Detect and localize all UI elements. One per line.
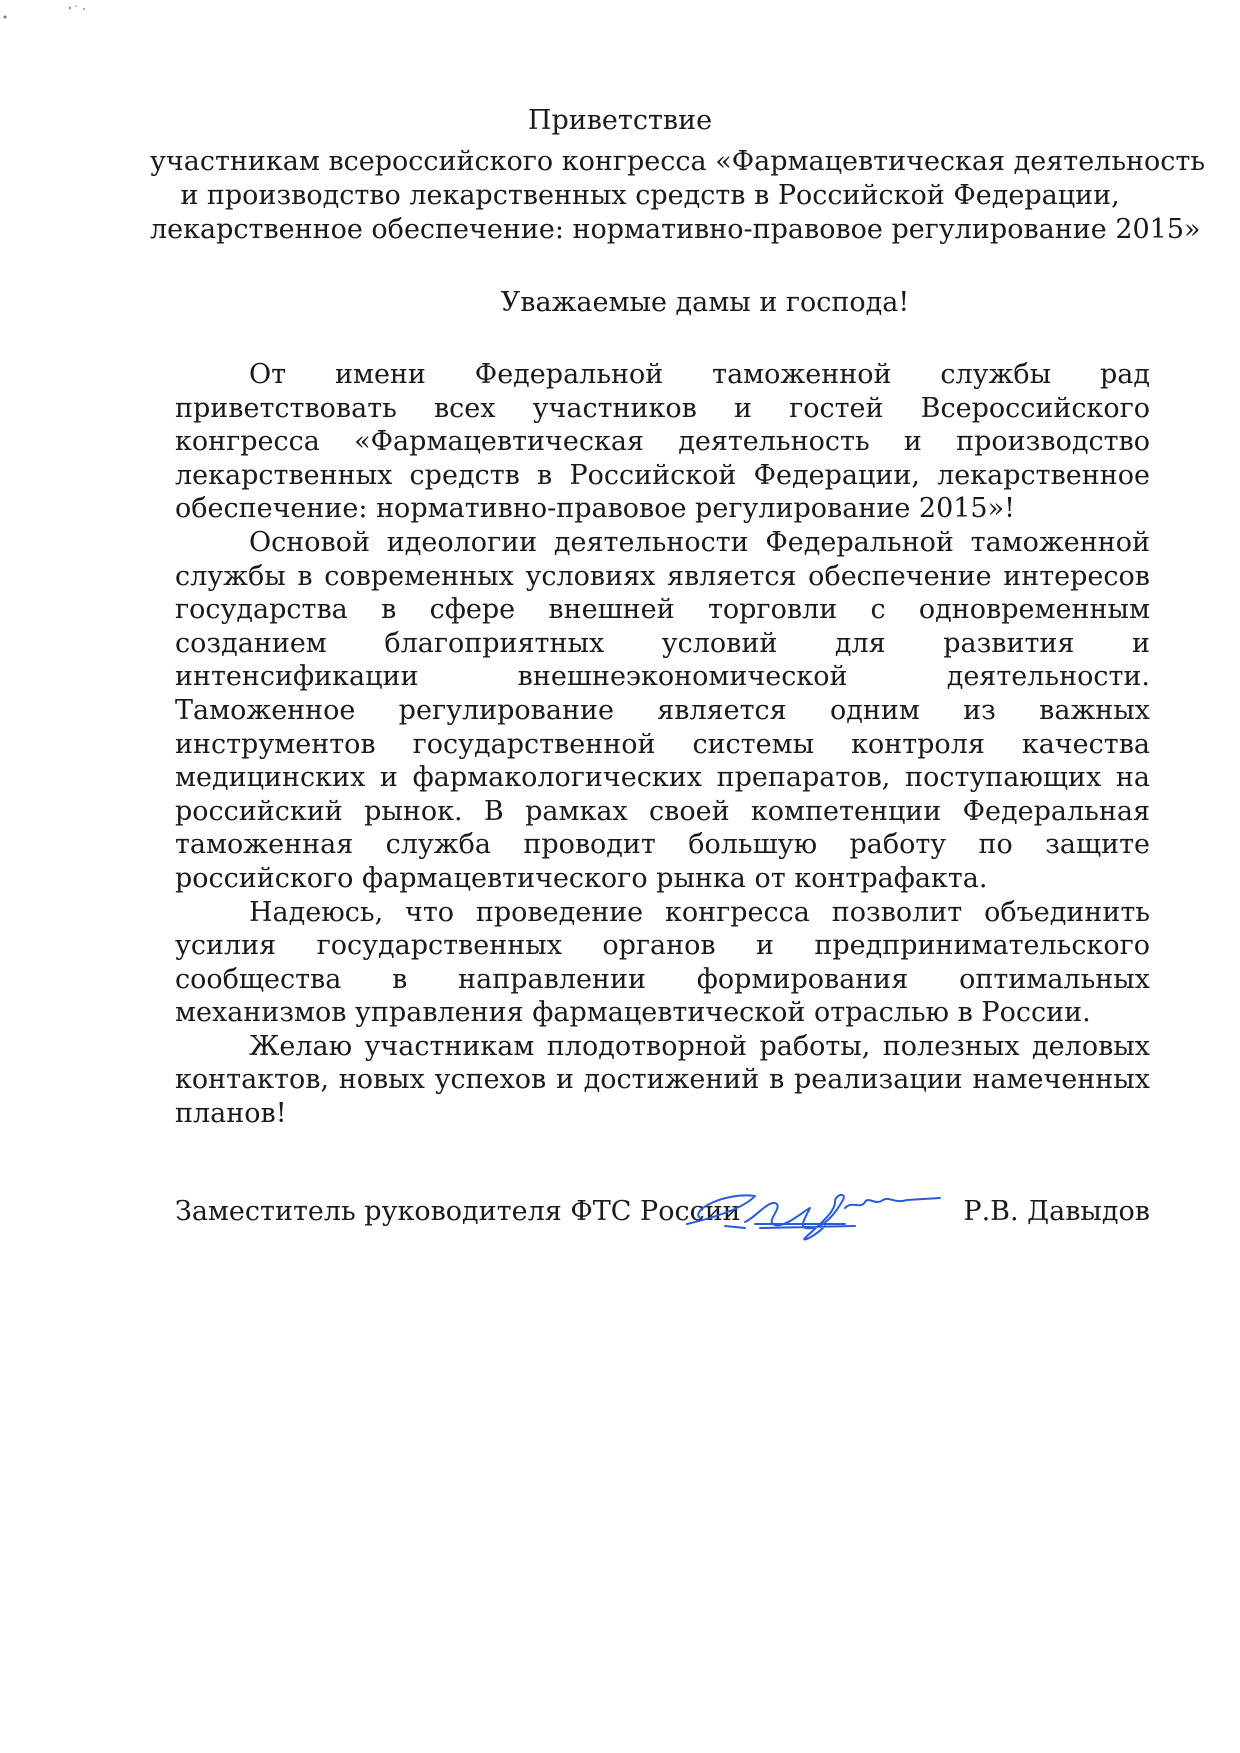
letter-heading: Приветствие bbox=[527, 105, 713, 136]
letter-body bbox=[175, 358, 1150, 1131]
handwritten-signature bbox=[685, 1180, 965, 1250]
signatory-position: Заместитель руководителя ФТС России bbox=[175, 1196, 741, 1227]
scan-specks bbox=[0, 0, 100, 30]
title-line: участникам всероссийского конгресса «Фармацевтическая деятельность bbox=[150, 146, 1206, 177]
title-line: и производство лекарственных средств в Российской Федерации, bbox=[180, 180, 1120, 211]
body-paragraph: Основой идеологии деятельности Федеральной таможенной службы в современных условиях является обеспечение интересов государства в сфере внешней торговли с одновременным созданием благоприятных условий для развития и интенсификации внешнеэкономической деятельности. Таможенное регулирование является одним из важных инструментов государственной системы контроля качества медицинских и фармакологических препаратов, поступающих на российский рынок. В рамках своей компетенции Федеральная таможенная служба проводит большую работу по защите российского фармацевтического рынка от контрафакта. bbox=[175, 526, 1150, 894]
title-line: лекарственное обеспечение: нормативно-правовое регулирование 2015» bbox=[150, 214, 1201, 245]
body-paragraph: Желаю участникам плодотворной работы, полезных деловых контактов, новых успехов и достижений в реализации намеченных планов! bbox=[175, 1030, 1150, 1130]
letter-title bbox=[150, 145, 1206, 247]
body-paragraph: Надеюсь, что проведение конгресса позволит объединить усилия государственных органов и предпринимательского сообщества в направлении формирования оптимальных механизмов управления фармацевтической отраслью в России. bbox=[175, 896, 1150, 1029]
body-paragraph: От имени Федеральной таможенной службы рад приветствовать всех участников и гостей Всероссийского конгресса «Фармацевтическая деятельность и производство лекарственных средств в Российской Федерации, лекарственное обеспечение: нормативно-правовое регулирование 2015»! bbox=[175, 359, 1150, 525]
salutation: Уважаемые дамы и господа! bbox=[500, 287, 910, 318]
signatory-name: Р.В. Давыдов bbox=[963, 1196, 1150, 1227]
